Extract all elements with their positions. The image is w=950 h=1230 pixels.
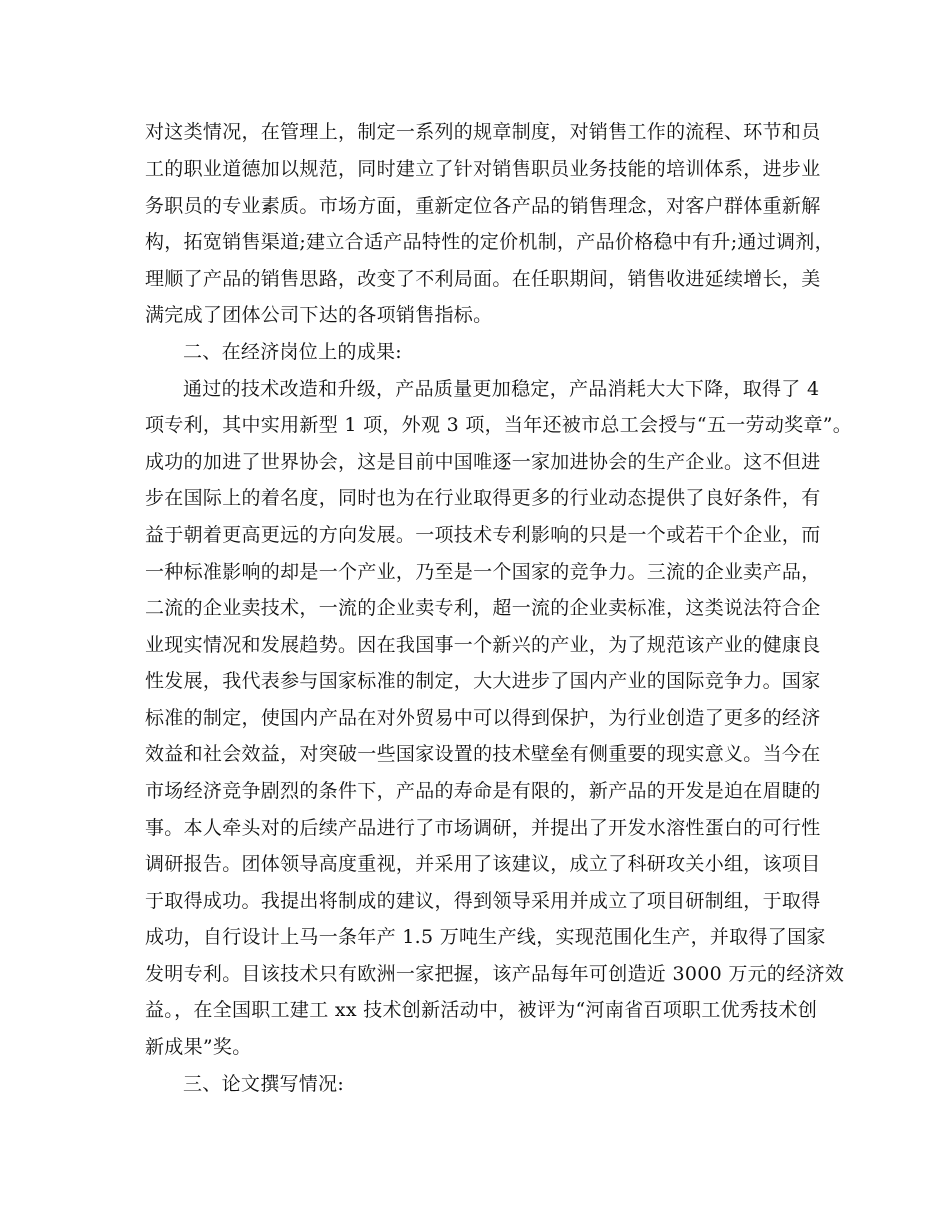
text-line: 二流的企业卖技术，一流的企业卖专利，超一流的企业卖标准，这类说法符合企: [145, 597, 821, 619]
text-line: 理顺了产品的销售思路，改变了不利局面。在任职期间，销售收进延续增长，美: [145, 268, 821, 290]
text-line: 标准的制定，使国内产品在对外贸易中可以得到保护，为行业创造了更多的经济: [145, 707, 821, 729]
text-line: 事。本人牵头对的后续产品进行了市场调研，并提出了开发水溶性蛋白的可行性: [145, 817, 821, 839]
text-line: 调研报告。团体领导高度重视，并采用了该建议，成立了科研攻关小组，该项目: [145, 853, 821, 875]
text-line: 性发展，我代表参与国家标准的制定，大大进步了国内产业的国际竞争力。国家: [145, 670, 821, 692]
text-line: 效益和社会效益，对突破一些国家设置的技术壁垒有侧重要的现实意义。当今在: [145, 743, 821, 765]
text-line: 一种标准影响的却是一个产业，乃至是一个国家的竞争力。三流的企业卖产品，: [145, 561, 821, 583]
text-line: 益。，在全国职工建工 xx 技术创新活动中，被评为“河南省百项职工优秀技术创: [145, 999, 818, 1021]
text-line: 成功，自行设计上马一条年产 1.5 万吨生产线，实现范围化生产，并取得了国家: [145, 926, 826, 948]
text-line: 务职员的专业素质。市场方面，重新定位各产品的销售理念，对客户群体重新解: [145, 195, 821, 217]
text-line: 满完成了团体公司下达的各项销售指标。: [145, 304, 493, 326]
text-line: 工的职业道德加以规范，同时建立了针对销售职员业务技能的培训体系，进步业: [145, 158, 821, 180]
text-line: 发明专利。目该技术只有欧洲一家把握，该产品每年可创造近 3000 万元的经济效: [145, 963, 845, 985]
text-line: 通过的技术改造和升级，产品质量更加稳定，产品消耗大大下降，取得了 4: [183, 378, 820, 400]
text-line: 成功的加进了世界协会，这是目前中国唯逐一家加进协会的生产企业。这不但进: [145, 451, 821, 473]
text-line: 业现实情况和发展趋势。因在我国事一个新兴的产业，为了规范该产业的健康良: [145, 634, 821, 656]
text-line: 于取得成功。我提出将制成的建议，得到领导采用并成立了项目研制组，于取得: [145, 890, 821, 912]
text-line: 步在国际上的着名度，同时也为在行业取得更多的行业动态提供了良好条件，有: [145, 487, 821, 509]
text-line: 项专利，其中实用新型 1 项，外观 3 项，当年还被市总工会授与“五一劳动奖章”。: [145, 414, 853, 436]
text-line: 构，拓宽销售渠道;建立合适产品特性的定价机制，产品价格稳中有升;通过调剂，: [145, 231, 834, 253]
text-line: 新成果”奖。: [145, 1036, 252, 1058]
text-line: 益于朝着更高更远的方向发展。一项技术专利影响的只是一个或若干个企业，而: [145, 524, 821, 546]
text-line: 市场经济竞争剧烈的条件下，产品的寿命是有限的，新产品的开发是迫在眉睫的: [145, 780, 821, 802]
section-heading: 二、在经济岗位上的成果:: [183, 341, 403, 363]
section-heading: 三、论文撰写情况:: [183, 1073, 345, 1095]
text-line: 对这类情况，在管理上，制定一系列的规章制度，对销售工作的流程、环节和员: [145, 121, 821, 143]
